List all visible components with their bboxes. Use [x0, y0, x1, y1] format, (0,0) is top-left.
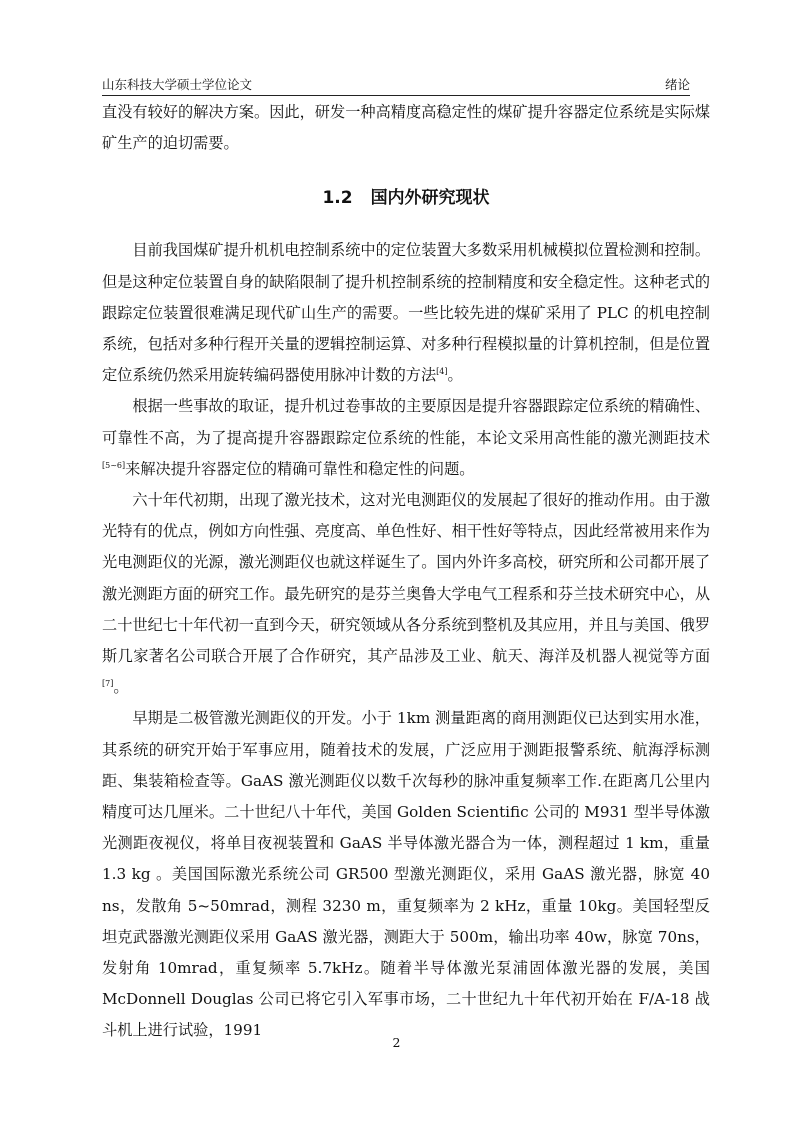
header-rule: [102, 95, 690, 96]
citation: [4]: [436, 367, 448, 377]
section-number: 1.2: [322, 188, 353, 209]
page-number: 2: [392, 1035, 401, 1050]
paragraph-tail: 来解决提升容器定位的精确可靠性和稳定性的问题。: [125, 459, 475, 478]
page-header: [102, 76, 690, 94]
section-heading: [102, 167, 710, 229]
body-paragraph: [102, 391, 710, 485]
body-paragraph: [102, 235, 710, 391]
intro-paragraph: 直没有较好的解决方案。因此，研发一种高精度高稳定性的煤矿提升容器定位系统是实际煤矿生产的迫切需要。: [102, 103, 710, 153]
paragraph-text: 六十年代初期，出现了激光技术，这对光电测距仪的发展起了很好的推动作用。由于激光特有的优点，例如方向性强、亮度高、单色性好、相干性好等特点，因此经常被用来作为光电测距仪的光源，激光测距仪也就这样诞生了。国内外许多高校，研究所和公司都开展了激光测距方面的研究工作。最先研究的是芬兰奥鲁大学电气工程系和芬兰技术研究中心，从二十世纪七十年代初一直到今天，研究领域从各分系统到整机及其应用，并且与美国、俄罗斯几家著名公司联合开展了合作研究，其产品涉及工业、航天、海洋及机器人视觉等方面: [102, 491, 710, 666]
body-paragraph: [102, 485, 710, 703]
header-thesis-title: 山东科技大学硕士学位论文: [102, 77, 253, 92]
citation: [7]: [102, 679, 114, 689]
header-chapter-title: 绪论: [664, 77, 690, 92]
paragraph-text: 根据一些事故的取证，提升机过卷事故的主要原因是提升容器跟踪定位系统的精确性、可靠性不高，为了提高提升容器跟踪定位系统的性能，本论文采用高性能的激光测距技术: [102, 397, 710, 447]
paragraph-text: 早期是二极管激光测距仪的开发。小于 1km 测量距离的商用测距仪已达到实用水准，其系统的研究开始于军事应用，随着技术的发展，广泛应用于测距报警系统、航海浮标测距、集装箱检查等。GaAS 激光测距仪以数千次每秒的脉冲重复频率工作.在距离几公里内精度可达几厘米。二十世纪八十年代，美国 Golden Scientific 公司的 M931 型半导体激光测距夜视仪，将单目夜视装置和 GaAS 半导体激光器合为一体，测程超过 1 km，重量 1.3 kg 。美国国际激光系统公司 GR500 型激光测距仪，采用 GaAS 激光器，脉宽 40 ns，发散角 5~50mrad，测程 3230 m，重复频率为 2 kHz，重量 10kg。美国轻型反坦克武器激光测距仪采用 GaAS 激光器，测距大于 500m，输出功率 40w，脉宽 70ns，发射角 10mrad，重复频率 5.7kHz。随着半导体激光泵浦固体激光器的发展，美国 McDonnell Douglas 公司已将它引入军事市场，二十世纪九十年代初开始在 F/A-18 战斗机上进行试验，1991: [102, 709, 710, 1040]
page-body: [102, 97, 710, 1047]
section-title: 国内外研究现状: [370, 188, 490, 209]
body-paragraph: [102, 703, 710, 1046]
citation: [5~6]: [102, 460, 126, 470]
paragraph-tail: 。: [113, 678, 129, 697]
paragraph-text: 目前我国煤矿提升机机电控制系统中的定位装置大多数采用机械模拟位置检测和控制。但是这种定位装置自身的缺陷限制了提升机控制系统的控制精度和安全稳定性。这种老式的跟踪定位装置很难满足现代矿山生产的需要。一些比较先进的煤矿采用了 PLC 的机电控制系统，包括对多种行程开关量的逻辑控制运算、对多种行程模拟量的计算机控制，但是位置定位系统仍然采用旋转编码器使用脉冲计数的方法: [102, 241, 710, 385]
paragraph-tail: 。: [447, 366, 463, 385]
